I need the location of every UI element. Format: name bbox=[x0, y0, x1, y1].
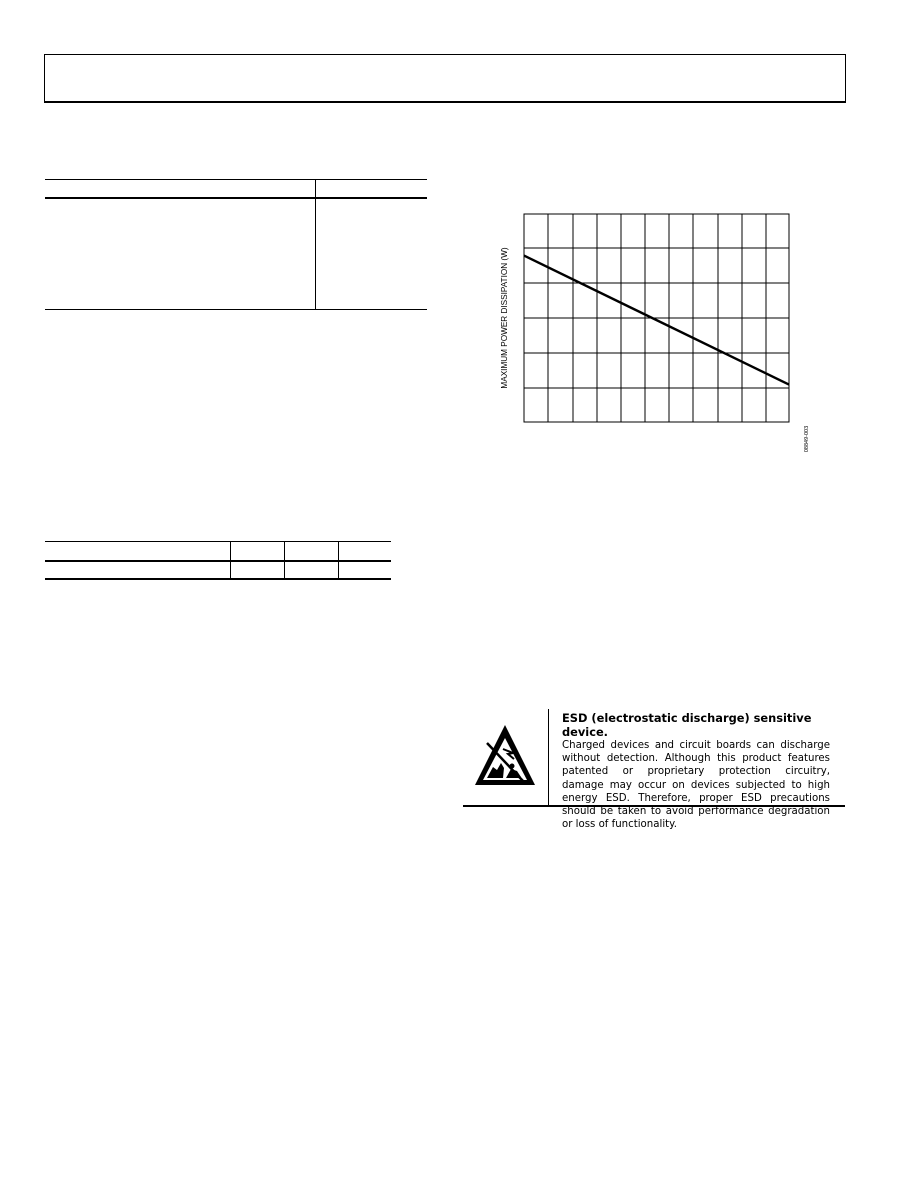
y-axis-label: MAXIMUM POWER DISSIPATION (W) bbox=[500, 247, 509, 389]
esd-text bbox=[562, 711, 830, 831]
chart-grid bbox=[524, 214, 789, 422]
table-column-divider bbox=[284, 542, 285, 579]
esd-title: ESD (electrostatic discharge) sensitive device. bbox=[562, 711, 812, 739]
table-column-divider bbox=[338, 542, 339, 579]
page-header-frame bbox=[44, 54, 846, 103]
series-line bbox=[524, 256, 789, 385]
table-rule-bottom bbox=[45, 578, 391, 580]
table-column-divider bbox=[315, 180, 316, 309]
esd-warning-icon bbox=[473, 723, 537, 789]
table-rule-header bbox=[45, 197, 427, 199]
table-rule-top bbox=[45, 541, 391, 542]
table-rule-top bbox=[45, 179, 427, 180]
table-column-divider bbox=[230, 542, 231, 579]
table-rule-header bbox=[45, 560, 391, 562]
power-dissipation-chart bbox=[490, 205, 820, 465]
esd-divider bbox=[548, 709, 549, 805]
table-rule-bottom bbox=[45, 309, 427, 310]
figure-code: 08849-003 bbox=[804, 425, 810, 453]
esd-body: Charged devices and circuit boards can discharge without detection. Although this product features patented or proprietary protection circuitry, damage may occur on devices subjected to high energy ESD. Therefore, proper ESD precautions should be taken to avoid performance degradation or loss of functionality. bbox=[562, 740, 830, 831]
esd-caution bbox=[463, 709, 845, 831]
esd-bottom-rule bbox=[463, 805, 845, 807]
